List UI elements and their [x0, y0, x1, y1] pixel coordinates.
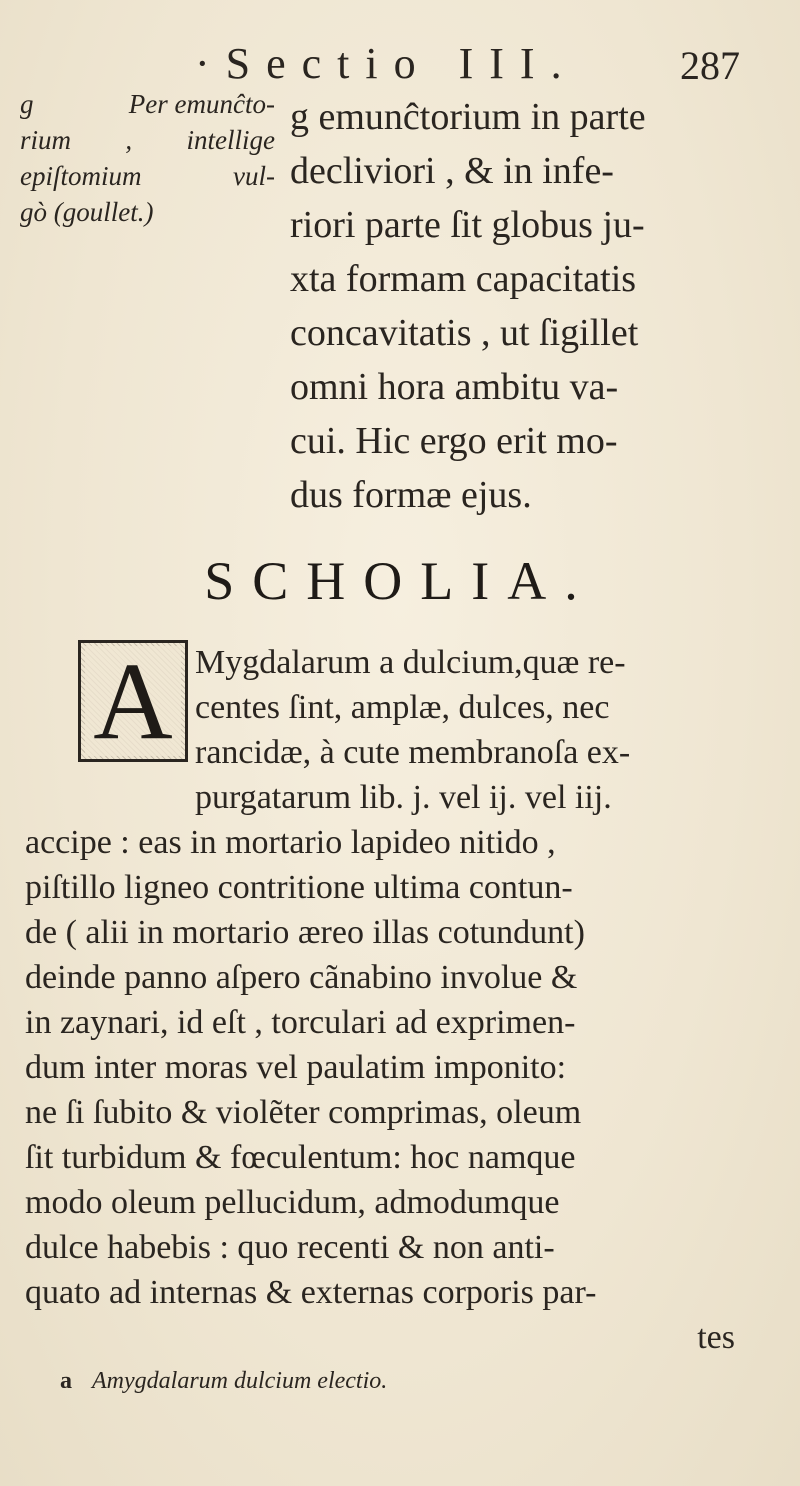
- scholia-line: rancidæ, à cute membranoſa ex-: [195, 734, 631, 771]
- scholia-line: quato ad internas & externas corporis par-: [25, 1274, 597, 1311]
- marginal-note-word: g: [20, 89, 34, 119]
- footnote: [60, 1368, 387, 1395]
- main-text-block: [290, 90, 780, 522]
- main-text-line: xta formam capacitatis: [290, 258, 637, 300]
- scholia-line: centes ſint, amplæ, dulces, nec: [195, 689, 610, 726]
- marginal-note-word: (goullet.): [53, 197, 154, 227]
- initial-letter: A: [85, 646, 180, 756]
- main-text-line: dus formæ ejus.: [290, 474, 532, 516]
- marginal-note-word: vul-: [233, 161, 275, 191]
- marginal-note-word: rium: [20, 125, 72, 155]
- main-text-line: g emunĉtorium in parte: [290, 96, 646, 138]
- marginal-note-line: [20, 158, 275, 194]
- scholia-line: de ( alii in mortario æreo illas cotundunt): [25, 914, 585, 951]
- main-text-line: cui. Hic ergo erit mo-: [290, 420, 618, 462]
- scholia-line: deinde panno aſpero cãnabino involue &: [25, 959, 578, 996]
- marginal-note-line: [20, 194, 275, 230]
- scholia-line: ne ſi ſubito & violẽter comprimas, oleum: [25, 1094, 582, 1131]
- marginal-note-word: Per emunĉto-: [128, 89, 275, 119]
- scholia-text-block: [25, 640, 735, 1360]
- scholia-line: modo oleum pellucidum, admodumque: [25, 1184, 560, 1221]
- scholia-line: in zaynari, id eſt , torculari ad exprimen-: [25, 1004, 576, 1041]
- scholia-line: tes: [697, 1319, 735, 1356]
- marginal-note: [20, 86, 275, 230]
- marginal-note-line: [20, 86, 275, 122]
- running-head: ·Sectio III.: [195, 39, 578, 88]
- scholia-line: ſit turbidum & fœculentum: hoc namque: [25, 1139, 576, 1176]
- marginal-note-word: epiſtomium: [20, 161, 142, 191]
- marginal-note-word: gò: [20, 197, 47, 227]
- main-text-line: riori parte ſit globus ju-: [290, 204, 645, 246]
- marginal-note-line: [20, 122, 275, 158]
- scholia-line: dum inter moras vel paulatim imponito:: [25, 1049, 567, 1086]
- main-text-line: omni hora ambitu va-: [290, 366, 619, 408]
- scholia-heading: SCHOLIA.: [204, 551, 596, 611]
- marginal-note-word: ,: [125, 125, 133, 155]
- scholia-line: dulce habebis : quo recenti & non anti-: [25, 1229, 555, 1266]
- main-text-line: decliviori , & in infe-: [290, 150, 614, 192]
- page-number: 287: [680, 43, 740, 88]
- marginal-note-word: intellige: [186, 125, 275, 155]
- scholia-line: piſtillo ligneo contritione ultima contun-: [25, 869, 573, 906]
- scholia-line: purgatarum lib. j. vel ij. vel iij.: [195, 779, 612, 816]
- main-text-line: concavitatis , ut ſigillet: [290, 312, 639, 354]
- scholia-line: accipe : eas in mortario lapideo nitido ,: [25, 824, 556, 861]
- footnote-marker: a: [60, 1368, 72, 1394]
- scholia-line: Mygdalarum a dulcium,quæ re-: [195, 644, 626, 681]
- footnote-text: Amygdalarum dulcium electio.: [92, 1368, 388, 1394]
